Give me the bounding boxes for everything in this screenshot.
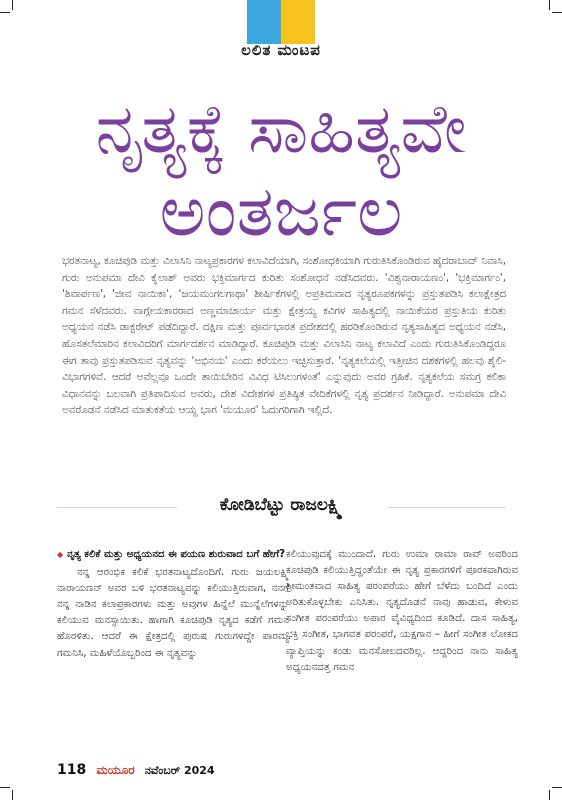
article-column-left (57, 547, 289, 662)
author-name: ಕೋಡಿಬೆಟ್ಟು ರಾಜಲಕ್ಷ್ಮಿ (219, 495, 343, 515)
question-text: ನೃತ್ಯ ಕಲಿಕೆ ಮತ್ತು ಅಧ್ಯಯನದ ಈ ಪಯಣ ಶುರುವಾದ ಬಗೆ ಹೇಗೆ? (67, 549, 286, 560)
article-column-right (286, 547, 518, 676)
crop-mark-top-left (12, 0, 13, 10)
crop-mark-bottom-left (12, 790, 13, 800)
magazine-logo: ಮಯೂರ (96, 763, 135, 777)
answer-paragraph: ನನ್ನ ಆರಂಭಿಕ ಕಲಿಕೆ ಭರತನಾಟ್ಯದೊಂದಿಗೆ. ಗುರು ಜಯಲಕ್ಷ್ಮಿ ನಾರಾಯಣನ್ ಅವರ ಬಳಿ ಭರತನಾಟ್ಯವನ್ನು ಕಲಿಯುತ್ತಿರುವಾಗ, ನನಗೆ ನನ್ನ ನಾಡಿನ ಕಲಾಪ್ರಕಾರಗಳು ಮತ್ತು ಅವುಗಳ ಹಿನ್ನೆಲೆ ಮುನ್ನೆಲೆಗಳನ್ನು ಕಲಿಯುವ ಮನಸ್ಸಾಯಿತು. ಹಾಗಾಗಿ ಕೂಚಿಪುಡಿ ನೃತ್ಯದ ಕಡೆಗೆ ಗಮನ ಹೊರಳಿತು. ಆದರೆ ಈ ಕ್ಷೇತ್ರದಲ್ಲಿ ಪುರುಷ ಗುರುಗಳದ್ದೇ ಪಾರಮ್ಯ ಗಮನಿಸಿ, ಮಹಿಳೆಯೊಬ್ಬರಿಂದ ಈ ನೃತ್ಯವನ್ನು (57, 567, 289, 659)
section-label: ಲಲಿತ ಮಂಟಪ (241, 41, 321, 59)
crop-mark-top-left-h (0, 12, 10, 13)
issue-date: ನವೆಂಬರ್ 2024 (144, 764, 215, 777)
accent-block-yellow (281, 0, 315, 44)
answer-paragraph-continued: ಕಲಿಯುವುದಕ್ಕೆ ಮುಂದಾದೆ. ಗುರು ಉಮಾ ರಾಮಾ ರಾವ್ ಅವರಿಂದ ಕೂಚಿಪುಡಿ ಕಲಿಯುತ್ತಿದ್ದಂತೆಯೇ ಈ ನೃತ್ಯ ಪ್ರಕಾರಗಳಿಗೆ ಪೂರಕವಾಗಿರುವ ಶ್ರೀಮಂತವಾದ ಸಾಹಿತ್ಯ ಪರಂಪರೆಯು ಹೇಗೆ ಬೆಳೆದು ಬಂದಿದೆ ಎಂದು ಅರಿತುಕೊಳ್ಳಬೇಕು ಎನಿಸಿತು. ನೃತ್ಯದೊಡನೆ ನಾವು ಹಾಡುವ, ಕೇಳುವ ಸಂಗೀತ ಪರಂಪರೆಯು ಅಪಾರ ವೈವಿಧ್ಯದಿಂದ ಕೂಡಿದೆ. ದಾಸ ಸಾಹಿತ್ಯ, ಭಕ್ತಿ ಸಂಗೀತ, ಭಾಗವತ ಪರಂಪರೆ, ಯಕ್ಷಗಾನ – ಹೀಗೆ ಸಂಗೀತ ಲೋಕದ ವ್ಯಾಪ್ತಿಯನ್ನು ಕಂಡು ಮನಸೋಲದವರಿಲ್ಲ. ಆದ್ದರಿಂದ ನಾನು ಸಾಹಿತ್ಯ ಅಧ್ಯಯನದತ್ತ ಗಮನ (286, 549, 518, 673)
diamond-bullet-icon: ◆ (57, 550, 64, 559)
question (57, 547, 289, 563)
crop-mark-bottom-right-h (552, 787, 562, 788)
page-number: 118 (57, 762, 87, 778)
page-footer (57, 762, 215, 778)
crop-mark-bottom-right (549, 790, 550, 800)
headline-line-2: ಅಂತರ್ಜಲ (159, 170, 403, 252)
accent-block-blue (247, 0, 281, 44)
headline-line-1: ನೃತ್ಯಕ್ಕೆ ಸಾಹಿತ್ಯವೇ (95, 90, 467, 169)
crop-mark-top-right (549, 0, 550, 10)
intro-paragraph: ಭರತನಾಟ್ಯ, ಕೂಚಿಪುಡಿ ಮತ್ತು ವಿಲಾಸಿನಿ ನಾಟ್ಯಪ್ರಕಾರಗಳ ಕಲಾವಿದೆಯಾಗಿ, ಸಂಶೋಧಕಿಯಾಗಿ ಗುರುತಿಸಿಕೊಂಡಿರುವ ಹೈದರಾಬಾದ್ ನಿವಾಸಿ, ಗುರು ಅನುಪಮಾ ದೇವಿ ಕೈಲಾಶ್ ಅವರು ಭಕ್ತಿಮಾರ್ಗದ ಕುರಿತು ಸಂಶೋಧನೆ ನಡೆಸಿದವರು. 'ವಿಶ್ವನಾರಾಯಣಂ', 'ಭಕ್ತಿಮಾರ್ಗಂ', 'ಶಿವಾರ್ಪಣ', 'ಜೀವ ನಾಯಿಕಾ', 'ಜಯಮಂಗಲಗಾಥಾ' ಶೀರ್ಷಿಕೆಗಳಲ್ಲಿ ಅಪ್ರತಿಮವಾದ ನೃತ್ಯರೂಪಕಗಳನ್ನು ಪ್ರಸ್ತುತಪಡಿಸಿ ಕಲಾಕ್ಷೇತ್ರದ ಗಮನ ಸೆಳೆದವರು. ವಾಗ್ಗೇಯಕಾರರಾದ ಅಣ್ಣಮಾಚಾರ್ಯ ಮತ್ತು ಕ್ಷೇತ್ರಯ್ಯ ಕವಿಗಳ ಸಾಹಿತ್ಯದಲ್ಲಿ ನಾಯಿಕೆಯರ ಪ್ರಸ್ತುತಿಯ ಕುರಿತು ಅಧ್ಯಯನ ನಡೆಸಿ ಡಾಕ್ಟರೇಟ್ ಪಡೆದಿದ್ದಾರೆ. ದಕ್ಷಿಣ ಮತ್ತು ಪೂರ್ವಭಾರತ ಪ್ರದೇಶದಲ್ಲಿ ಹರಡಿಕೊಂಡಿರುವ ನೃತ್ಯಸಾಹಿತ್ಯದ ಅಧ್ಯಯನ ನಡೆಸಿ, ಹೊಸತಲೆಮಾರಿನ ಕಲಾವಿದರಿಗೆ ಮಾರ್ಗದರ್ಶನ ಮಾಡಿದ್ದಾರೆ. ಕೂಚಿಪುಡಿ ಮತ್ತು ವಿಲಾಸಿನಿ ನಾಟ್ಯ ಕಲಾವಿದೆ ಎಂದು ಗುರುತಿಸಿಕೊಂಡಿದ್ದರೂ ಈಗ ತಾವು ಪ್ರಸ್ತುತಪಡಿಸುವ ನೃತ್ಯವನ್ನು 'ಅಭಿನಯ' ಎಂದು ಕರೆಯಲು ಇಚ್ಛಿಸುತ್ತಾರೆ. 'ನೃತ್ಯಕಲೆಯಲ್ಲಿ ಇತ್ತೀಚಿನ ದಶಕಗಳಲ್ಲಿ ಹಲವು ಶೈಲಿ-ವಿಭಾಗಗಳಿವೆ. ಆದರೆ ಅವೆಲ್ಲವೂ ಒಂದೇ ತಾಯಿಬೇರಿನ ವಿವಿಧ ಟಿಸಿಲುಗಳಂತೆ' ಎನ್ನುವುದು ಅವರ ಗ್ರಹಿಕೆ. ನೃತ್ಯಕಲೆಯ ಸಮಗ್ರ ಕಲಿಕಾ ವಿಧಾನವನ್ನು ಬಲವಾಗಿ ಪ್ರತಿಪಾದಿಸುವ ಅವರು, ದೇಶ ವಿದೇಶಗಳ ಪ್ರತಿಷ್ಠಿತ ವೇದಿಕೆಗಳಲ್ಲಿ ನೃತ್ಯ ಪ್ರದರ್ಶನ ನೀಡಿದ್ದಾರೆ. ಅನುಪಮಾ ದೇವಿ ಅವರೊಡನೆ ನಡೆಸಿದ ಮಾತುಕತೆಯ ಆಯ್ದ ಭಾಗ 'ಮಯೂರ' ಓದುಗರಿಗಾಗಿ ಇಲ್ಲಿದೆ. (62, 255, 506, 417)
crop-mark-top-right-h (552, 12, 562, 13)
crop-mark-bottom-left-h (0, 787, 10, 788)
